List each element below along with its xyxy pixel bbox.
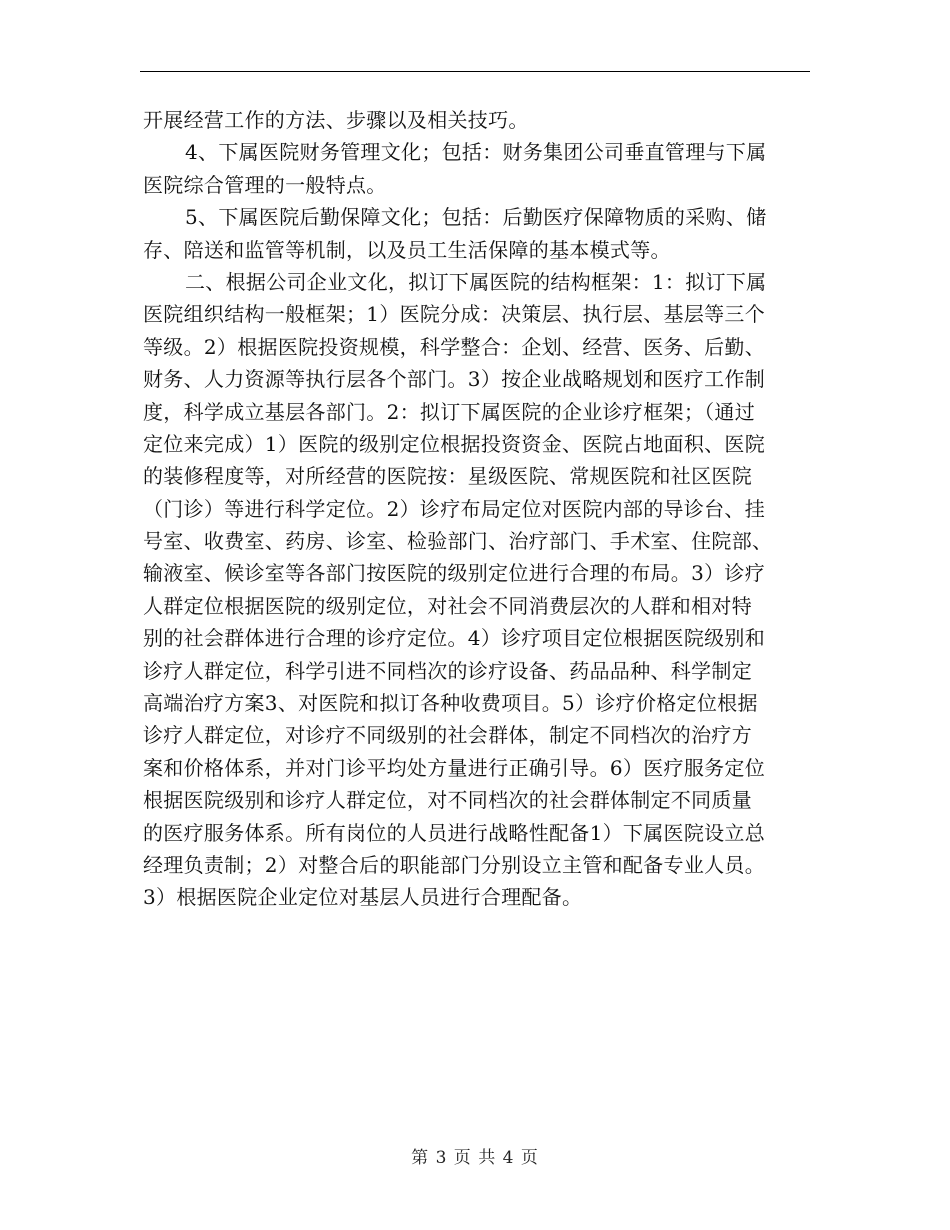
- text-line: 开展经营工作的方法、步骤以及相关技巧。: [143, 108, 529, 132]
- text-line: 度，科学成立基层各部门。2：拟订下属医院的企业诊疗框架；（通过: [143, 399, 756, 424]
- text-line: 医院组织结构一般框架；1）医院分成：决策层、执行层、基层等三个: [143, 302, 766, 327]
- text-line: 二、根据公司企业文化，拟订下属医院的结构框架：1：拟订下属: [185, 269, 767, 294]
- text-line: 财务、人力资源等执行层各个部门。3）按企业战略规划和医疗工作制: [143, 367, 766, 392]
- text-line: 案和价格体系，并对门诊平均处方量进行正确引导。6）医疗服务定位: [143, 755, 766, 780]
- text-line: 别的社会群体进行合理的诊疗定位。4）诊疗项目定位根据医院级别和: [143, 626, 766, 651]
- text-line: 3）根据医院企业定位对基层人员进行合理配备。: [143, 885, 583, 910]
- text-line: 定位来完成）1）医院的级别定位根据投资资金、医院占地面积、医院: [143, 431, 766, 456]
- header-rule: [140, 71, 810, 72]
- text-line: 的医疗服务体系。所有岗位的人员进行战略性配备1）下属医院设立总: [143, 820, 766, 845]
- text-line: 的装修程度等，对所经营的医院按：星级医院、常规医院和社区医院: [143, 464, 752, 489]
- text-line: 高端治疗方案3、对医院和拟订各种收费项目。5）诊疗价格定位根据: [143, 691, 758, 716]
- text-line: 根据医院级别和诊疗人群定位，对不同档次的社会群体制定不同质量: [143, 788, 752, 813]
- text-line: 诊疗人群定位，科学引进不同档次的诊疗设备、药品品种、科学制定: [143, 658, 752, 683]
- document-body: [143, 104, 813, 914]
- text-line: 4、下属医院财务管理文化；包括：财务集团公司垂直管理与下属: [185, 140, 767, 165]
- text-line: 经理负责制；2）对整合后的职能部门分别设立主管和配备专业人员。: [143, 852, 766, 877]
- text-line: 人群定位根据医院的级别定位，对社会不同消费层次的人群和相对特: [143, 593, 752, 618]
- text-line: 存、陪送和监管等机制，以及员工生活保障的基本模式等。: [143, 237, 671, 262]
- text-line: 医院综合管理的一般特点。: [143, 172, 387, 197]
- text-line: 5、下属医院后勤保障文化；包括：后勤医疗保障物质的采购、储: [185, 205, 767, 230]
- text-line: （门诊）等进行科学定位。2）诊疗布局定位对医院内部的导诊台、挂: [143, 496, 766, 521]
- text-line: 诊疗人群定位，对诊疗不同级别的社会群体，制定不同档次的治疗方: [143, 723, 752, 748]
- text-line: 等级。2）根据医院投资规模，科学整合：企划、经营、医务、后勤、: [143, 334, 766, 359]
- text-line: 号室、收费室、药房、诊室、检验部门、治疗部门、手术室、住院部、: [143, 529, 773, 554]
- text-line: 输液室、候诊室等各部门按医院的级别定位进行合理的布局。3）诊疗: [143, 561, 766, 586]
- page-number: 第 3 页 共 4 页: [411, 1148, 539, 1168]
